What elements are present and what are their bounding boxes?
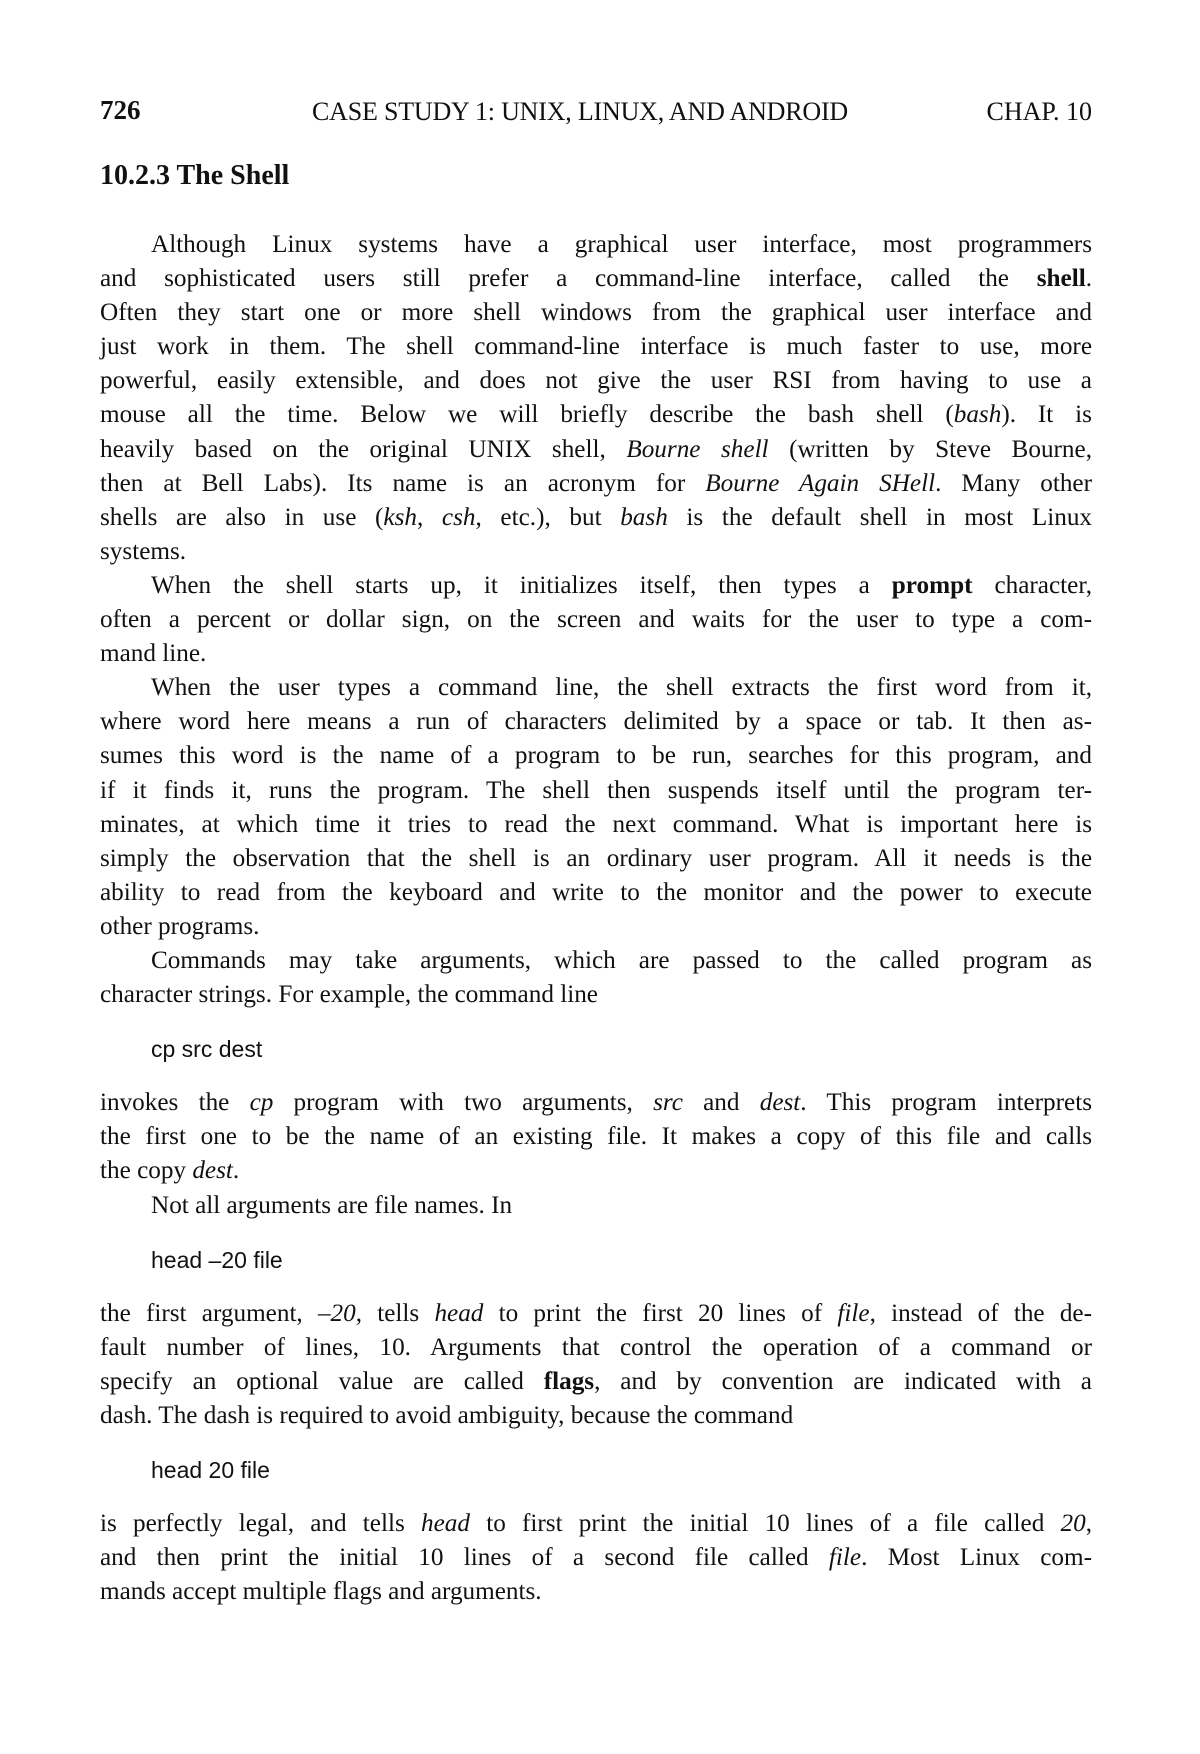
text-line: other programs. [100,912,260,940]
text-line: Often they start one or more shell windows from the graphical user interface and [100,299,1092,327]
paragraph [100,671,1092,944]
paragraph [100,1297,1092,1433]
text-line: powerful, easily extensible, and does not give the user RSI from having to use a [100,367,1092,395]
term-flags: flags [543,1367,595,1395]
text-line: Commands may take arguments, which are passed to the called program as [151,946,1092,974]
paragraph [100,1086,1092,1188]
term-prompt: prompt [891,571,973,599]
text-line: minates, at which time it tries to read the next command. What is important here is [100,810,1092,838]
text-line: just work in them. The shell command-line interface is much faster to use, more [100,333,1092,361]
text-line: the first one to be the name of an existing file. It makes a copy of this file and calls [100,1123,1092,1151]
body-text [100,228,1092,1609]
chapter-label: CHAP. 10 [986,97,1092,126]
text-line: ability to read from the keyboard and write to the monitor and the power to execute [100,878,1092,906]
text-line: Not all arguments are file names. In [151,1191,513,1219]
text-line: heavily based on the original UNIX shell, Bourne shell (written by Steve Bourne, [100,435,1092,463]
text-line: mand line. [100,640,207,668]
text-line: simply the observation that the shell is an ordinary user program. All it needs is the [100,844,1092,872]
text-line: mands accept multiple flags and arguments. [100,1578,542,1606]
page-header [100,95,1092,135]
text-line: and then print the initial 10 lines of a second file called file. Most Linux com- [100,1544,1092,1572]
code-example: head 20 file [151,1457,270,1484]
term-shell: shell [1036,265,1086,293]
paragraph [100,228,1092,569]
paragraph [100,569,1092,671]
text-line: sumes this word is the name of a program to be run, searches for this program, and [100,742,1092,770]
text-line: When the user types a command line, the shell extracts the first word from it, [151,674,1092,702]
text-line: is perfectly legal, and tells head to first print the initial 10 lines of a file called 20, [100,1510,1092,1538]
running-title: CASE STUDY 1: UNIX, LINUX, AND ANDROID [312,97,848,126]
text-line: systems. [100,537,187,565]
code-example: head –20 file [151,1246,283,1273]
text-line: the first argument, –20, tells head to print the first 20 lines of file, instead of the de- [100,1299,1092,1327]
code-example: cp src dest [151,1036,263,1063]
text-line: often a percent or dollar sign, on the screen and waits for the user to type a com- [100,606,1092,634]
text-line: Although Linux systems have a graphical user interface, most programmers [151,231,1092,258]
text-line: character strings. For example, the command line [100,981,598,1009]
text-line: invokes the cp program with two arguments, src and dest. This program interprets [100,1089,1092,1117]
text-line: if it finds it, runs the program. The shell then suspends itself until the program ter- [100,776,1092,804]
text-line: and sophisticated users still prefer a command-line interface, called the shell. [100,265,1092,293]
paragraph [100,944,1092,1012]
text-line: mouse all the time. Below we will briefly describe the bash shell (bash). It is [100,401,1092,429]
text-line: the copy dest. [100,1157,240,1185]
paragraph [100,1189,1092,1223]
text-line: specify an optional value are called flags, and by convention are indicated with a [100,1367,1092,1395]
text-line: where word here means a run of characters delimited by a space or tab. It then as- [100,708,1092,736]
page-number: 726 [100,95,141,125]
text-line: When the shell starts up, it initializes itself, then types a prompt character, [151,571,1092,599]
text-line: then at Bell Labs). Its name is an acronym for Bourne Again SHell. Many other [100,469,1092,497]
text-line: shells are also in use (ksh, csh, etc.), but bash is the default shell in most Linux [100,503,1093,531]
text-line: dash. The dash is required to avoid ambiguity, because the command [100,1402,794,1429]
text-line: fault number of lines, 10. Arguments that control the operation of a command or [100,1333,1092,1361]
section-heading: 10.2.3 The Shell [100,160,290,191]
paragraph [100,1507,1092,1609]
